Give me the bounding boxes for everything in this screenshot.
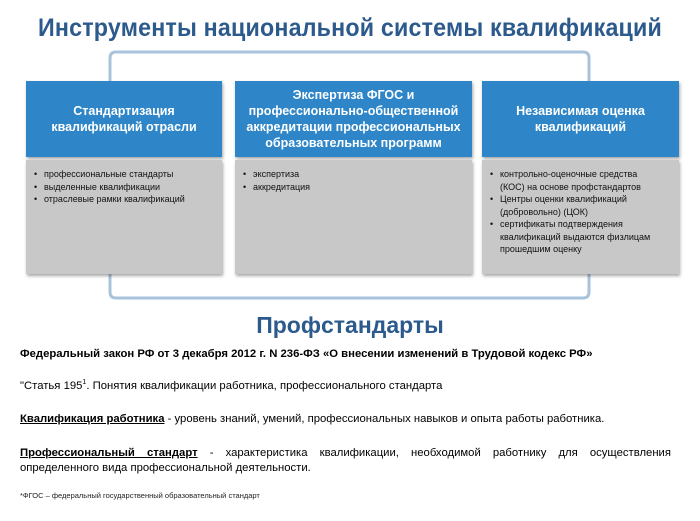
article-superscript: 1 — [82, 379, 87, 386]
list-item: • профессиональные стандарты — [44, 168, 222, 181]
column-header-assessment: Независимая оценка квалификаций — [482, 81, 679, 157]
list-item: • отраслевые рамки квалификаций — [44, 193, 222, 206]
footnote: *ФГОС – федеральный государственный образовательный стандарт — [20, 491, 260, 500]
list-item: • аккредитация — [253, 181, 472, 194]
list-item: • контрольно-оценочные средства (КОС) на основе профстандартов — [500, 168, 663, 193]
column-body-assessment — [482, 160, 679, 274]
column-header-standardization: Стандартизация квалификаций отрасли — [26, 81, 222, 157]
bottom-bracket — [110, 274, 589, 298]
list-item: • выделенные квалификации — [44, 181, 222, 194]
definition-term: Профессиональный стандарт — [20, 447, 198, 459]
definition-professional-standard — [20, 446, 671, 476]
definition-text: - характеристика квалификации, необходимой работнику для осуществления определенного вида профессиональной деятельности. — [20, 447, 671, 474]
slide-title: Инструменты национальной системы квалификаций — [37, 14, 663, 42]
definition-text: - уровень знаний, умений, профессиональных навыков и опыта работы работника. — [164, 413, 605, 425]
definition-term: Квалификация работника — [20, 413, 165, 425]
list-item: • сертификаты подтверждения квалификаций выдаются физлицам прошедшим оценку — [500, 218, 663, 256]
list-item: • экспертиза — [253, 168, 472, 181]
list-item: • Центры оценки квалификаций (добровольно) (ЦОК) — [500, 193, 663, 218]
article-heading — [20, 379, 690, 392]
column-body-expertise — [235, 160, 472, 274]
top-bracket — [110, 52, 589, 84]
article-suffix: . Понятия квалификации работника, профессионального стандарта — [86, 379, 443, 392]
law-reference: Федеральный закон РФ от 3 декабря 2012 г. N 236-ФЗ «О внесении изменений в Трудовой кодекс РФ» — [20, 348, 593, 360]
section-subtitle: Профстандарты — [256, 312, 444, 338]
definition-qualification — [20, 413, 690, 425]
column-body-standardization — [26, 160, 222, 274]
column-header-expertise: Экспертиза ФГОС и профессионально-общественной аккредитации профессиональных образовательных программ — [235, 81, 472, 157]
article-prefix: "Статья 195 — [20, 379, 83, 392]
